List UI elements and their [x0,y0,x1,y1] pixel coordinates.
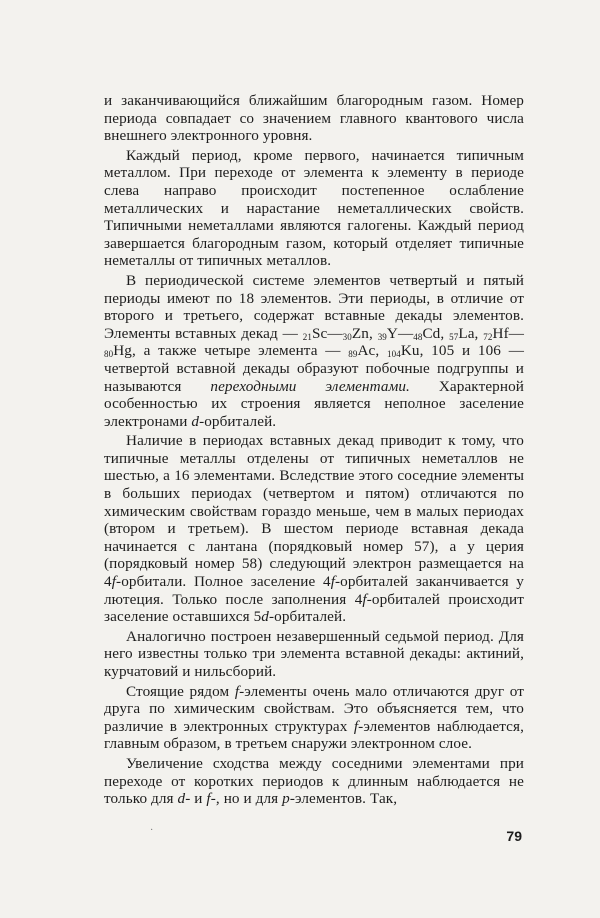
print-mark: · [150,825,154,836]
text-run: -орбиталей. [199,412,277,430]
italic-text: d [177,790,186,808]
subscript: 57 [449,331,459,342]
text-run: -элементов наблюдается, главным образом, в третьем снаружи электронном слое. [104,717,524,753]
italic-text: f [234,682,240,700]
text-run: Увеличение сходства между соседними элементами при переходе от коротких периодов к длинным наблюдается не только для [104,754,524,808]
text-run: Стоящие рядом [126,682,235,700]
italic-text: p [282,790,290,808]
subscript: 72 [483,331,493,342]
subscript: 89 [348,349,358,360]
text-run: Наличие в периодах вставных декад приводит к тому, что типичные металлы отделены от типичных неметаллов не шестью, а 16 элементами. Вследствие этого соседние элементы в больших периодах (четвертом и пятом) отличаются по химическим свойствам гораздо меньше, чем в малых периодах (втором и третьем). В шестом периоде вставная декада начинается с лантана (порядковый номер 57), а у церия (порядковый номер 58) следующий электрон размещается на 4 [104,432,524,591]
subscript: 80 [104,349,114,360]
subscript: 30 [342,331,352,342]
paragraph [104,432,524,626]
paragraph [104,683,524,753]
paragraph [104,628,524,681]
paragraph [104,147,524,270]
text-run: В периодической системе элементов четвертый и пятый периоды имеют по 18 элементов. Эти периоды, в отличие от второго и третьего, содержат вставные декады элементов. Элементы вставных декад — [104,271,524,342]
text-run: Hg, а также четыре элемента — [113,342,349,360]
paragraph [104,755,524,808]
text-run: Cd, [422,324,450,342]
text-run: Каждый период, кроме первого, начинается типичным металлом. При переходе от элемента к элементу в периоде слева направо происходит постепенное ослабление металлических и нарастание неметаллических свойств. Типичными неметаллами являются галогены. Каждый период завершается благородным газом, который отделяет типичные неметаллы от типичных металлов. [104,146,524,270]
italic-text: переходными элементами. [210,377,410,395]
subscript: 104 [387,349,401,360]
text-run: и заканчивающийся ближайшим благородным газом. Номер периода совпадает со значением главного квантового числа внешнего электронного уровня. [104,92,524,145]
text-run: Zn, [351,324,378,342]
subscript: 21 [302,331,312,342]
text-run: Sc— [311,324,343,342]
text-run: La, [458,324,484,342]
italic-text: f [330,573,336,591]
text-run: Характерной особенностью их строения является неполное заселение электронами [104,377,524,430]
page-number: 79 [506,828,522,844]
text-run: -орбиталей происходит заселение оставшихся 5 [104,590,524,626]
text-run: Ku, 105 и 106 — четвертой вставной декады образуют побочные подгруппы и называются [104,342,524,395]
text-run: -элементы очень мало отличаются друг от друга по химическим свойствам. Это объясняется тем, что различие в электронных структурах [104,682,524,735]
text-run: Аналогично построен незавершенный седьмой период. Для него известны только три элемента вставной декады: актиний, курчатовий и нильсборий. [104,627,524,680]
subscript: 48 [413,331,423,342]
subscript: 39 [377,331,387,342]
italic-text: f [206,790,211,808]
body-text [104,92,524,808]
italic-text: f [353,717,359,735]
text-run: Hf— [492,324,525,342]
text-run: - и [185,790,207,808]
italic-text: d [261,608,269,626]
text-run: -орбитали. Полное заселение 4 [116,573,331,591]
italic-text: f [362,590,367,608]
text-run: -орбиталей заканчивается у лютеция. Только после заполнения 4 [104,573,525,608]
italic-text: d [191,412,200,430]
text-run: -орбиталей. [268,608,347,626]
text-run: -, но и для [210,790,283,808]
text-run: -элементов. Так, [289,790,398,808]
paragraph [104,92,524,145]
text-run: Y— [386,324,414,342]
text-run: Ac, [357,342,387,360]
paragraph [104,272,524,430]
italic-text: f [111,573,117,591]
